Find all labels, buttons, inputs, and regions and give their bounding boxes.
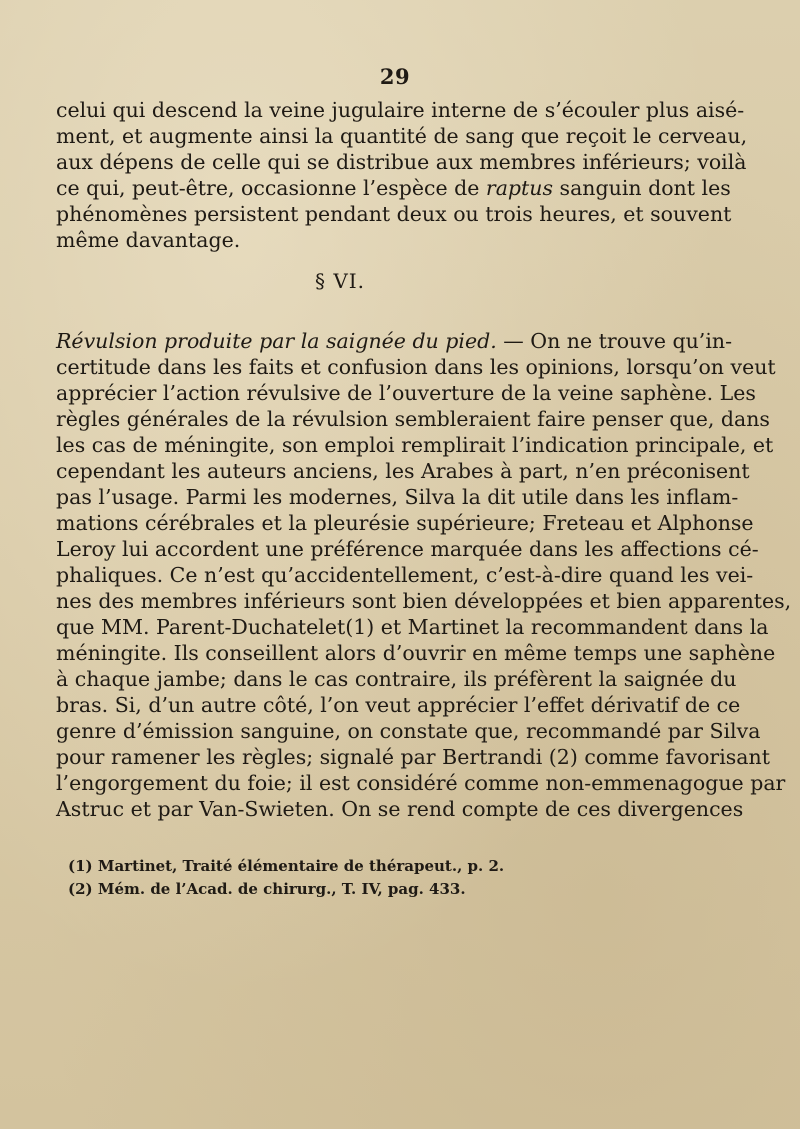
- text-line: les cas de méningite, son emploi remplirait l’indication principale, et: [56, 433, 774, 457]
- text-line: règles générales de la révulsion sembleraient faire penser que, dans: [56, 407, 770, 431]
- text-line: pour ramener les règles; signalé par Bertrandi (2) comme favorisant: [56, 745, 770, 769]
- text-line: genre d’émission sanguine, on constate que, recommandé par Silva: [56, 719, 761, 743]
- text-line: bras. Si, d’un autre côté, l’on veut apprécier l’effet dérivatif de ce: [56, 693, 741, 717]
- text-segment: — On ne trouve qu’in-: [503, 329, 732, 353]
- text-line: l’engorgement du foie; il est considéré comme non-emmenagogue par: [56, 771, 786, 795]
- section-paragraph: [56, 328, 792, 822]
- text-line: même davantage.: [56, 228, 241, 252]
- footnote-2: (2) Mém. de l’Acad. de chirurg., T. IV, pag. 433.: [68, 880, 466, 898]
- text-segment: ce qui, peut-être, occasionne l’espèce de: [56, 176, 480, 200]
- text-segment: sanguin dont les: [559, 176, 731, 200]
- section-heading: § VI.: [314, 269, 366, 293]
- text-line: certitude dans les faits et confusion dans les opinions, lorsqu’on veut: [56, 355, 776, 379]
- text-line: cependant les auteurs anciens, les Arabes à part, n’en préconisent: [56, 459, 750, 483]
- text-line: celui qui descend la veine jugulaire interne de s’écouler plus aisé-: [56, 98, 745, 122]
- italic-term: raptus: [485, 176, 554, 200]
- text-line: que MM. Parent-Duchatelet(1) et Martinet la recommandent dans la: [56, 615, 769, 639]
- text-line-with-title: [56, 328, 732, 354]
- page-number: 29: [379, 64, 411, 89]
- footnotes: [68, 855, 504, 901]
- text-line: phaliques. Ce n’est qu’accidentellement, c’est-à-dire quand les vei-: [56, 563, 754, 587]
- text-line: pas l’usage. Parmi les modernes, Silva la dit utile dans les inflam-: [56, 485, 739, 509]
- text-line-with-italic: [56, 175, 731, 201]
- text-line: aux dépens de celle qui se distribue aux membres inférieurs; voilà: [56, 150, 747, 174]
- text-line: méningite. Ils conseillent alors d’ouvrir en même temps une saphène: [56, 641, 776, 665]
- text-line: apprécier l’action révulsive de l’ouverture de la veine saphène. Les: [56, 381, 756, 405]
- text-line: ment, et augmente ainsi la quantité de sang que reçoit le cerveau,: [56, 124, 748, 148]
- text-line: Astruc et par Van-Swieten. On se rend compte de ces divergences: [56, 797, 744, 821]
- text-line: mations cérébrales et la pleurésie supérieure; Freteau et Alphonse: [56, 511, 754, 535]
- text-line: à chaque jambe; dans le cas contraire, ils préfèrent la saignée du: [56, 667, 737, 691]
- text-line: phénomènes persistent pendant deux ou trois heures, et souvent: [56, 202, 732, 226]
- text-line: Leroy lui accordent une préférence marquée dans les affections cé-: [56, 537, 759, 561]
- section-title: Révulsion produite par la saignée du pied.: [56, 329, 497, 353]
- text-line: nes des membres inférieurs sont bien développées et bien apparentes,: [56, 589, 792, 613]
- footnote-1: (1) Martinet, Traité élémentaire de thérapeut., p. 2.: [68, 857, 505, 875]
- paragraph-continued: [56, 97, 748, 253]
